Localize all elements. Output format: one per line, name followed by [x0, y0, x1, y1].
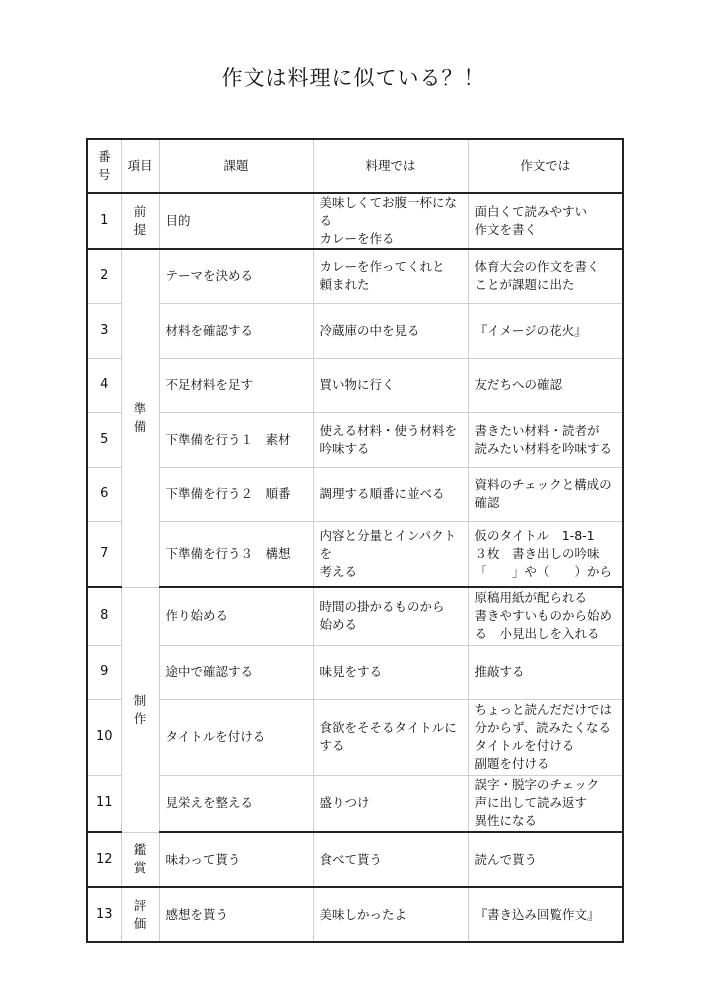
row-number: 2	[87, 249, 121, 303]
row-number: 3	[87, 303, 121, 358]
table-row	[87, 521, 623, 587]
row-composition: 資料のチェックと構成の 確認	[468, 467, 623, 521]
section-label-production: 制作	[121, 587, 159, 832]
row-cooking: 冷蔵庫の中を見る	[313, 303, 468, 358]
row-number: 5	[87, 412, 121, 467]
row-task: 作り始める	[159, 587, 313, 645]
header-item: 項目	[121, 139, 159, 193]
table-row	[87, 303, 623, 358]
row-number: 4	[87, 358, 121, 412]
table-row	[87, 645, 623, 699]
row-task: 味わって貰う	[159, 832, 313, 887]
section-label-appreciation: 鑑賞	[121, 832, 159, 887]
row-cooking: 美味しくてお腹一杯になる カレーを作る	[313, 193, 468, 249]
table-row	[87, 358, 623, 412]
table-row	[87, 775, 623, 832]
section-label-evaluation: 評価	[121, 887, 159, 942]
row-cooking: カレーを作ってくれと 頼まれた	[313, 249, 468, 303]
row-cooking: 食べて貰う	[313, 832, 468, 887]
table-row	[87, 249, 623, 303]
row-composition: 体育大会の作文を書く ことが課題に出た	[468, 249, 623, 303]
row-cooking: 味見をする	[313, 645, 468, 699]
row-cooking: 買い物に行く	[313, 358, 468, 412]
row-cooking: 内容と分量とインパクトを 考える	[313, 521, 468, 587]
page-title: 作文は料理に似ている？！	[221, 66, 486, 90]
table-row	[87, 887, 623, 942]
row-cooking: 時間の掛かるものから 始める	[313, 587, 468, 645]
row-composition: 読んで貰う	[468, 832, 623, 887]
row-number: 10	[87, 699, 121, 775]
row-composition: 推敲する	[468, 645, 623, 699]
header-task: 課題	[159, 139, 313, 193]
row-task: 目的	[159, 193, 313, 249]
table-row	[87, 587, 623, 645]
row-composition: 面白くて読みやすい 作文を書く	[468, 193, 623, 249]
row-task: テーマを決める	[159, 249, 313, 303]
row-task: 下準備を行う１ 素材	[159, 412, 313, 467]
section-label-preparation: 準備	[121, 249, 159, 587]
row-composition: ちょっと読んだだけでは 分からず、読みたくなる タイトルを付ける 副題を付ける	[468, 699, 623, 775]
row-task: 材料を確認する	[159, 303, 313, 358]
row-number: 11	[87, 775, 121, 832]
table-row	[87, 699, 623, 775]
row-composition: 書きたい材料・読者が 読みたい材料を吟味する	[468, 412, 623, 467]
row-composition: 『イメージの花火』	[468, 303, 623, 358]
section-label-premise: 前提	[121, 193, 159, 249]
table-row	[87, 193, 623, 249]
row-number: 9	[87, 645, 121, 699]
row-task: 見栄えを整える	[159, 775, 313, 832]
comparison-table	[86, 138, 624, 943]
row-number: 8	[87, 587, 121, 645]
row-cooking: 使える材料・使う材料を 吟味する	[313, 412, 468, 467]
row-task: タイトルを付ける	[159, 699, 313, 775]
row-composition: 仮のタイトル 1-8-1 ３枚 書き出しの吟味 「 」や（ ）から	[468, 521, 623, 587]
row-number: 12	[87, 832, 121, 887]
table-row	[87, 412, 623, 467]
header-composition: 作文では	[468, 139, 623, 193]
row-composition: 友だちへの確認	[468, 358, 623, 412]
row-task: 感想を貰う	[159, 887, 313, 942]
header-cooking: 料理では	[313, 139, 468, 193]
row-composition: 原稿用紙が配られる 書きやすいものから始め る 小見出しを入れる	[468, 587, 623, 645]
row-composition: 誤字・脱字のチェック 声に出して読み返す 異性になる	[468, 775, 623, 832]
row-cooking: 食欲をそそるタイトルに する	[313, 699, 468, 775]
row-cooking: 美味しかったよ	[313, 887, 468, 942]
row-task: 下準備を行う３ 構想	[159, 521, 313, 587]
row-cooking: 調理する順番に並べる	[313, 467, 468, 521]
row-task: 下準備を行う２ 順番	[159, 467, 313, 521]
row-task: 不足材料を足す	[159, 358, 313, 412]
row-composition: 『書き込み回覧作文』	[468, 887, 623, 942]
row-number: 1	[87, 193, 121, 249]
row-number: 7	[87, 521, 121, 587]
header-number: 番号	[87, 139, 121, 193]
row-task: 途中で確認する	[159, 645, 313, 699]
row-number: 13	[87, 887, 121, 942]
row-number: 6	[87, 467, 121, 521]
table-row	[87, 832, 623, 887]
table-header-row	[87, 139, 623, 193]
table-row	[87, 467, 623, 521]
row-cooking: 盛りつけ	[313, 775, 468, 832]
